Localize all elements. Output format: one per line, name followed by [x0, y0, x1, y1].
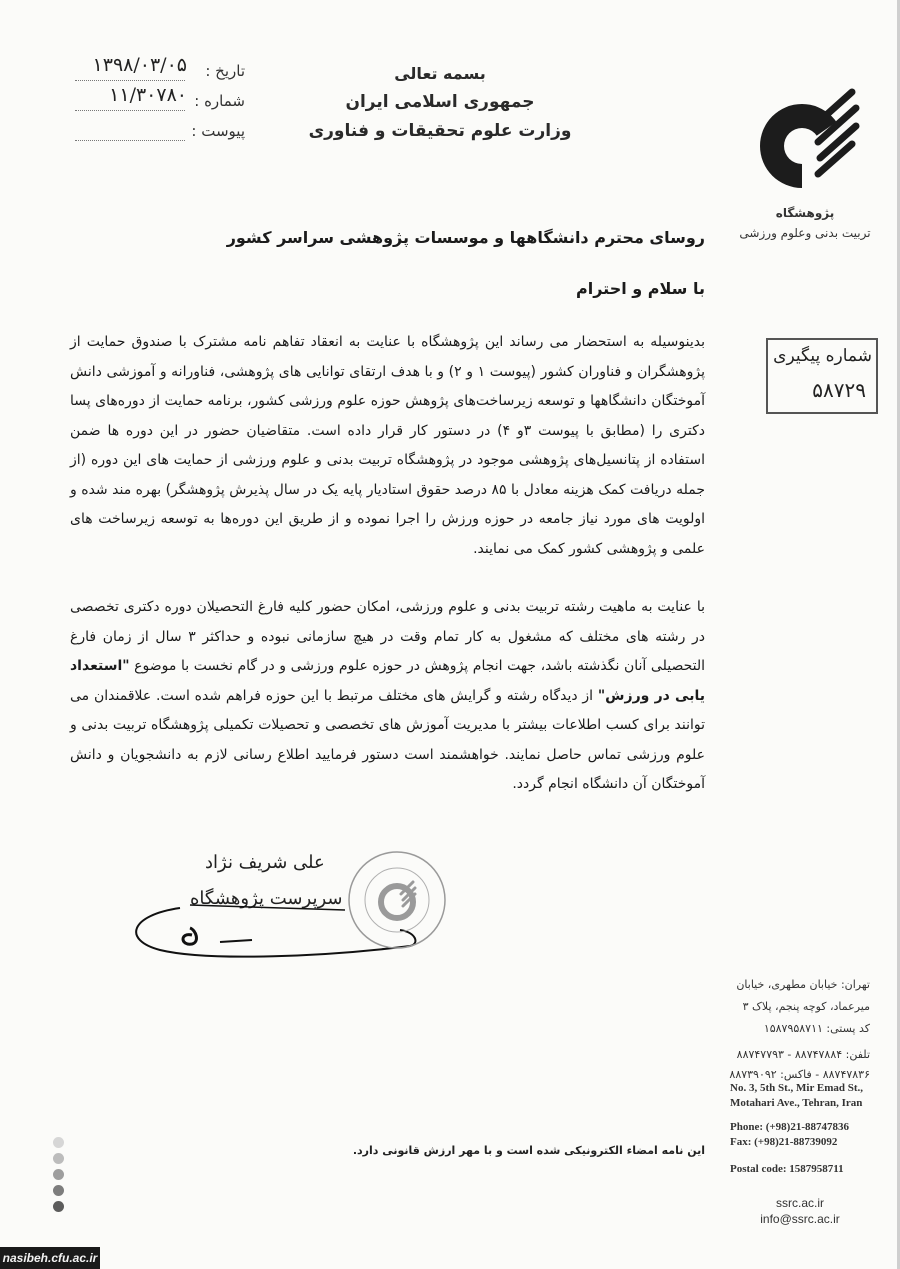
number-value: ۱۱/۳۰۷۸۰ [109, 84, 187, 106]
decor-dot-2 [53, 1153, 64, 1164]
postal-code-fa: کد پستی: ۱۵۸۷۹۵۸۷۱۱ [763, 1022, 870, 1035]
tracking-label: شماره پیگیری [773, 346, 872, 366]
institute-logo [752, 84, 862, 194]
number-row [75, 84, 245, 114]
email-link[interactable]: info@ssrc.ac.ir [760, 1212, 840, 1226]
postal-code-en: Postal code: 1587958711 [730, 1163, 844, 1175]
date-label: تاریخ : [205, 62, 245, 80]
paragraph-2-topic: "استعداد یابی در ورزش" [70, 658, 705, 704]
ministry-title: وزارت علوم تحقیقات و فناوری [308, 121, 572, 141]
decor-dot-1 [53, 1137, 64, 1148]
country-title: جمهوری اسلامی ایران [345, 92, 535, 112]
paragraph-1: بدینوسیله به استحضار می رساند این پژوهشگاه با عنایت به انعقاد تفاهم نامه مشترک با صندوق حمایت از پژوهشگران و فناوران کشور (پیوست ۱ و ۲) و با هدف ارتقای توانایی های پژوهشی، فناورانه و آموزشی دانش آموختگان دانشگاهها و توسعه زیرساخت‌های پژوهش حوزه علوم ورزشی کشور، برنامه حمایت از دوره‌های پسا دکتری را (مطابق با پیوست ۳و ۴) در دستور کار قرار داده است. متقاضیان حضور در این دوره ها ضمن استفاده از پتانسیل‌های پژوهشی موجود در پژوهشگاه تربیت بدنی و علوم ورزشی از حمایت های این دوره (از جمله دریافت کمک هزینه معادل با ۸۵ درصد حقوق استادیار پایه یک در سال پذیرش پژوهشگر) بهره مند شده و اولویت های مورد نیاز جامعه در حوزه ورزش را اجرا نموده و از طریق این دوره‌ها به توسعه زیرساخت های علمی و پژوهشی کشور کمک می نمایند. [70, 334, 706, 557]
fax-en: Fax: (+98)21-88739092 [730, 1136, 838, 1148]
address-fa-1: تهران: خیابان مطهری، خیابان [736, 978, 870, 991]
date-value: ۱۳۹۸/۰۳/۰۵ [92, 54, 187, 76]
address-en-2: Motahari Ave., Tehran, Iran [730, 1097, 863, 1109]
signer-name: علی شریف نژاد [205, 852, 325, 873]
address-fa-2: میرعماد، کوچه پنجم، پلاک ۳ [742, 1000, 870, 1013]
tracking-number: ۵۸۷۲۹ [812, 378, 866, 402]
address-en-1: No. 3, 5th St., Mir Emad St., [730, 1082, 864, 1094]
institute-name-line2: تربیت بدنی وعلوم ورزشی [739, 226, 871, 240]
attachment-row [75, 122, 245, 144]
basmala: بسمه تعالی [394, 64, 486, 83]
paragraph-2-text-b: از دیدگاه رشته و گرایش های مختلف مرتبط با این حوزه فراهم شده است. علاقمندان می توانند برای کسب اطلاعات بیشتر با مدیریت آموزش های تخصصی و تحصیلات تکمیلی پژوهشگاه تربیت بدنی و علوم ورزشی تماس حاصل نمایند. خواهشمند است دستور فرمایید اطلاع رسانی لازم به دانشجویان و دانش آموختگان آن دانشگاه انجام گردد. [70, 687, 705, 792]
electronic-signature-note: این نامه امضاء الکترونیکی شده است و با مهر ارزش قانونی دارد. [352, 1144, 705, 1157]
number-line [75, 110, 185, 111]
signer-title: سرپرست پژوهشگاه [190, 888, 343, 909]
addressee: روسای محترم دانشگاهها و موسسات پژوهشی سراسر کشور [226, 228, 705, 247]
fax-fa: ۸۸۷۴۷۸۳۶ - فاکس: ۸۸۷۳۹۰۹۲ [729, 1068, 870, 1081]
paragraph-2 [70, 593, 705, 800]
decor-dot-4 [53, 1185, 64, 1196]
official-seal [345, 848, 450, 953]
greeting: با سلام و احترام [576, 279, 705, 298]
site-watermark: nasibeh.cfu.ac.ir [0, 1247, 100, 1269]
decor-dot-3 [53, 1169, 64, 1180]
date-line [75, 80, 185, 81]
decor-dot-5 [53, 1201, 64, 1212]
tracking-box [766, 338, 878, 414]
attachment-label: پیوست : [191, 122, 245, 140]
number-label: شماره : [194, 92, 245, 110]
phone-fa: تلفن: ۸۸۷۴۷۸۸۴ - ۸۸۷۴۷۷۹۳ [736, 1048, 870, 1061]
attachment-line [75, 140, 185, 141]
date-row [75, 54, 245, 84]
website-link[interactable]: ssrc.ac.ir [776, 1196, 824, 1210]
paragraph-2-text-a: با عنایت به ماهیت رشته تربیت بدنی و علوم ورزشی، امکان حضور کلیه فارغ التحصیلان دوره دکتری تخصصی در رشته های مختلف که مشغول به کار تمام وقت در هیچ سازمانی نبوده و حداکثر ۳ سال از زمان فارغ التحصیلی آنان نگذشته باشد، جهت انجام پژوهش در حوزه علوم ورزشی و در گام نخست با موضوع [70, 599, 705, 674]
institute-name-line1: پژوهشگاه [775, 206, 835, 220]
phone-en: Phone: (+98)21-88747836 [730, 1121, 850, 1133]
